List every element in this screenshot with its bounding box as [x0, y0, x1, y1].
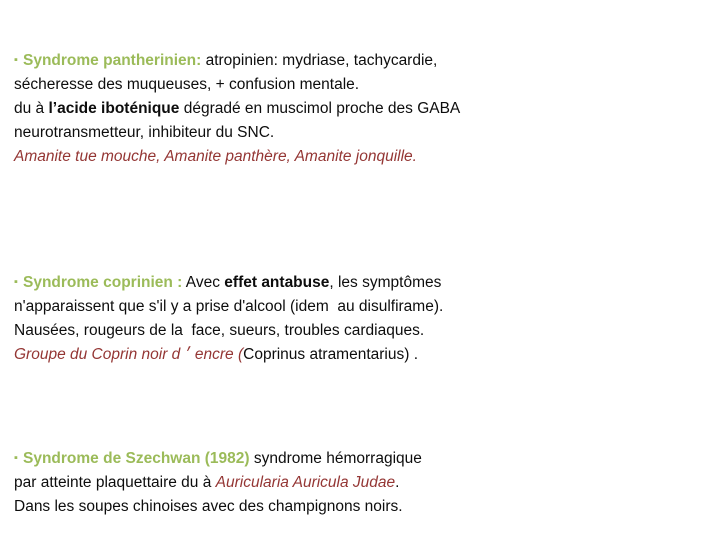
text-run: Amanite tue mouche, Amanite panthère, Amanite jonquille.	[14, 148, 417, 165]
text-line	[14, 319, 704, 343]
text-run: neurotransmetteur, inhibiteur du SNC.	[14, 124, 275, 141]
text-run: .	[395, 474, 400, 491]
text-line	[14, 495, 704, 519]
text-line	[14, 121, 704, 145]
text-run: dégradé en muscimol proche des GABA	[179, 100, 461, 117]
bullet-icon: ▪	[14, 54, 18, 66]
text-run: Auricularia Auricula Judae	[215, 474, 396, 491]
bullet-icon: ▪	[14, 452, 18, 464]
text-line	[14, 343, 704, 367]
text-block-syndrome-de-szechwan	[14, 446, 704, 519]
text-run: n'apparaissent que s'il y a prise d'alcool (idem au disulfirame).	[14, 298, 444, 315]
text-run: Syndrome de Szechwan (1982)	[23, 450, 250, 467]
text-run: atropinien: mydriase, tachycardie,	[201, 52, 438, 69]
text-line	[14, 97, 704, 121]
text-run: Dans les soupes chinoises avec des champignons noirs.	[14, 498, 403, 515]
text-run: sécheresse des muqueuses, + confusion mentale.	[14, 76, 360, 93]
text-run: Groupe du Coprin noir d ׳ encre (	[14, 346, 244, 363]
text-block-syndrome-coprinien	[14, 270, 704, 367]
text-run: , les symptômes	[329, 274, 442, 291]
text-block-syndrome-pantherinien	[14, 48, 704, 169]
bullet-icon: ▪	[14, 276, 18, 288]
text-run: effet antabuse	[224, 274, 330, 291]
text-run: Avec	[182, 274, 225, 291]
text-run: syndrome hémorragique	[249, 450, 422, 467]
text-run: Nausées, rougeurs de la face, sueurs, troubles cardiaques.	[14, 322, 425, 339]
text-run: Syndrome coprinien :	[23, 274, 183, 291]
text-run: du à	[14, 100, 49, 117]
text-line	[14, 48, 704, 73]
text-line	[14, 73, 704, 97]
text-line	[14, 270, 704, 295]
text-run: Coprinus atramentarius) .	[243, 346, 419, 363]
text-line	[14, 471, 704, 495]
text-line	[14, 295, 704, 319]
text-run: l’acide iboténique	[48, 100, 180, 117]
text-run: Syndrome pantherinien:	[23, 52, 202, 69]
text-line	[14, 145, 704, 169]
text-line	[14, 446, 704, 471]
text-run: par atteinte plaquettaire du à	[14, 474, 216, 491]
